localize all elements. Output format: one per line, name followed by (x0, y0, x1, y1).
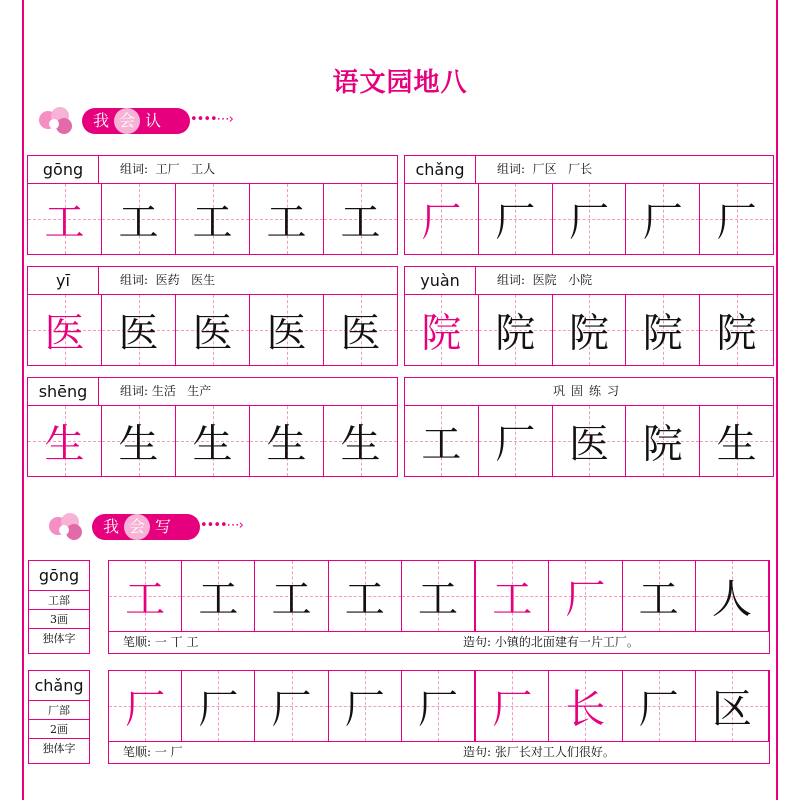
left-border-line (22, 0, 24, 800)
char: 工 (44, 199, 85, 246)
write-row-chang (28, 670, 774, 766)
grid-cell (623, 561, 696, 631)
panel-header (28, 378, 397, 406)
word-examples: 组词: 厂区 厂长 (497, 162, 593, 176)
flower-icon (44, 510, 88, 542)
grid-cell (549, 561, 622, 631)
grid-cell (626, 295, 700, 365)
pinyin-label: gōng (28, 156, 99, 183)
stroke-count: 2画 (29, 720, 89, 739)
structure-type: 独体字 (42, 632, 76, 645)
char: 医 (266, 310, 307, 357)
grid-cell (176, 406, 250, 476)
char: 工 (125, 576, 166, 623)
page-title: 语文园地八 (332, 68, 468, 98)
char-grid (405, 184, 773, 254)
arrow-dots-icon: ••••⋯› (200, 518, 243, 533)
word-examples: 组词: 工厂 工人 (120, 162, 216, 176)
word-examples: 组词: 医药 医生 (120, 273, 216, 287)
char: 医 (44, 310, 85, 357)
word-examples: 组词: 医院 小院 (497, 273, 593, 287)
section-label-recognize (82, 108, 190, 134)
section-banner-recognize (34, 100, 264, 140)
char-info-box (28, 560, 90, 654)
example-sentence: 造句: 张厂长对工人们很好。 (463, 745, 615, 759)
example-sentence: 造句: 小镇的北面建有一片工厂。 (463, 635, 639, 649)
section-label-write (92, 514, 200, 540)
char: 工 (638, 576, 679, 623)
pinyin-label: shēng (28, 378, 99, 405)
grid-cell (626, 184, 700, 254)
review-practice-panel (404, 377, 774, 477)
char: 院 (716, 310, 757, 357)
stroke-order: 笔顺: 一 丅 工 (123, 635, 199, 649)
radical-label: 工部 (29, 591, 89, 610)
grid-cell (102, 184, 176, 254)
recognize-panel-chang (404, 155, 774, 255)
grid-cell (28, 184, 102, 254)
arrow-dots-icon: ••••⋯› (190, 112, 233, 127)
char: 工 (266, 199, 307, 246)
panel-header (405, 378, 773, 406)
right-border-line (776, 0, 778, 800)
grid-cell (479, 406, 553, 476)
char: 生 (340, 421, 381, 468)
grid-cell (553, 184, 627, 254)
panel-header (405, 267, 773, 295)
char: 工 (492, 576, 533, 623)
char: 长 (565, 686, 606, 733)
label-char: 会 (114, 108, 140, 134)
review-header: 巩固练习 (552, 384, 625, 398)
char-grid (405, 406, 773, 476)
grid-cell (329, 671, 402, 741)
char: 工 (417, 576, 458, 623)
char: 工 (340, 199, 381, 246)
grid-cell (324, 295, 397, 365)
grid-cell (476, 671, 549, 741)
char: 厂 (125, 686, 166, 733)
grid-cell (696, 561, 769, 631)
recognize-panel-gong (27, 155, 398, 255)
grid-cell (626, 406, 700, 476)
char-grid (28, 295, 397, 365)
char: 医 (568, 421, 609, 468)
grid-cell (250, 184, 324, 254)
word-examples: 组词: 生活 生产 (120, 384, 212, 398)
pinyin-label: yī (28, 267, 99, 294)
panel-header (28, 267, 397, 295)
char: 厂 (492, 686, 533, 733)
char: 厂 (421, 199, 462, 246)
label-char: 会 (124, 514, 150, 540)
char: 厂 (344, 686, 385, 733)
grid-cell (623, 671, 696, 741)
recognize-panel-yuan (404, 266, 774, 366)
writing-grid (108, 670, 770, 742)
grid-cell (182, 671, 255, 741)
recognize-panel-yi (27, 266, 398, 366)
grid-cell (28, 295, 102, 365)
grid-cell (549, 671, 622, 741)
grid-cell (250, 295, 324, 365)
char: 人 (711, 576, 752, 623)
char: 生 (192, 421, 233, 468)
char: 院 (495, 310, 536, 357)
char: 厂 (568, 199, 609, 246)
char: 医 (118, 310, 159, 357)
char: 厂 (495, 199, 536, 246)
char: 工 (198, 576, 239, 623)
label-char: 我 (92, 111, 109, 130)
pinyin-label: chǎng (29, 671, 89, 701)
char: 工 (344, 576, 385, 623)
grid-cell (479, 184, 553, 254)
grid-cell (255, 671, 328, 741)
char: 厂 (495, 421, 536, 468)
section-banner-write (44, 506, 274, 546)
grid-cell (476, 561, 549, 631)
grid-cell (405, 184, 479, 254)
char: 医 (340, 310, 381, 357)
char: 生 (716, 421, 757, 468)
char-grid (28, 184, 397, 254)
pinyin-label: chǎng (405, 156, 476, 183)
char: 生 (118, 421, 159, 468)
char: 工 (421, 421, 462, 468)
char: 厂 (417, 686, 458, 733)
grid-cell (324, 406, 397, 476)
flower-icon (34, 104, 78, 136)
writing-grid (108, 560, 770, 632)
char: 生 (44, 421, 85, 468)
grid-cell (405, 295, 479, 365)
grid-cell (696, 671, 769, 741)
grid-cell (109, 671, 182, 741)
char: 厂 (642, 199, 683, 246)
label-char: 写 (154, 517, 171, 536)
grid-cell (176, 295, 250, 365)
stroke-count: 3画 (29, 610, 89, 629)
grid-cell (402, 561, 476, 631)
char: 工 (192, 199, 233, 246)
char: 厂 (198, 686, 239, 733)
char: 工 (271, 576, 312, 623)
radical-label: 厂部 (29, 701, 89, 720)
char: 区 (711, 686, 752, 733)
grid-cell (255, 561, 328, 631)
grid-cell (250, 406, 324, 476)
char: 院 (642, 310, 683, 357)
char-grid (405, 295, 773, 365)
grid-cell (182, 561, 255, 631)
char: 厂 (638, 686, 679, 733)
grid-cell (553, 406, 627, 476)
stroke-order-row (108, 742, 770, 764)
grid-cell (479, 295, 553, 365)
grid-cell (102, 406, 176, 476)
char: 工 (118, 199, 159, 246)
recognize-panel-sheng (27, 377, 398, 477)
grid-cell (329, 561, 402, 631)
panel-header (405, 156, 773, 184)
grid-cell (700, 406, 773, 476)
char: 生 (266, 421, 307, 468)
grid-cell (324, 184, 397, 254)
grid-cell (402, 671, 476, 741)
char-grid (28, 406, 397, 476)
pinyin-label: gōng (29, 561, 89, 591)
structure-type: 独体字 (42, 742, 76, 755)
char: 院 (568, 310, 609, 357)
char: 厂 (565, 576, 606, 623)
grid-cell (102, 295, 176, 365)
char: 厂 (716, 199, 757, 246)
char: 院 (642, 421, 683, 468)
write-row-gong (28, 560, 774, 656)
stroke-order: 笔顺: 一 厂 (123, 745, 183, 759)
grid-cell (405, 406, 479, 476)
char-info-box (28, 670, 90, 764)
char: 院 (421, 310, 462, 357)
grid-cell (176, 184, 250, 254)
grid-cell (28, 406, 102, 476)
grid-cell (700, 184, 773, 254)
char: 医 (192, 310, 233, 357)
grid-cell (700, 295, 773, 365)
grid-cell (553, 295, 627, 365)
label-char: 认 (144, 111, 161, 130)
stroke-order-row (108, 632, 770, 654)
label-char: 我 (102, 517, 119, 536)
panel-header (28, 156, 397, 184)
pinyin-label: yuàn (405, 267, 476, 294)
grid-cell (109, 561, 182, 631)
char: 厂 (271, 686, 312, 733)
